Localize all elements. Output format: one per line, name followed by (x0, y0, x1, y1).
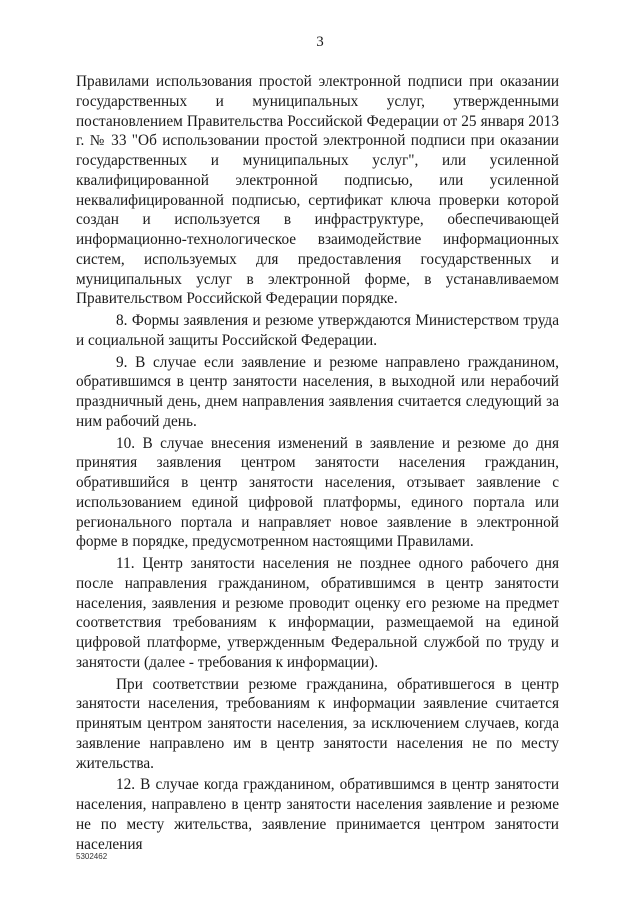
document-body (76, 72, 559, 856)
paragraph-9: 9. В случае если заявление и резюме направлено гражданином, обратившимся в центр занятости населения, в выходной или нерабочий праздничный день, днем направления заявления считается следующий за ним рабочий день. (76, 353, 559, 430)
paragraph-11: 11. Центр занятости населения не позднее одного рабочего дня после направления гражданином, обратившимся в центр занятости населения, заявления и резюме проводит оценку его резюме на предмет соответствия требованиям к информации, размещаемой на единой цифровой платформе, утвержденным Федеральной службой по труду и занятости (далее - требования к информации). (76, 555, 559, 671)
document-code: 5302462 (76, 852, 108, 861)
page-number: 3 (316, 34, 324, 50)
paragraph-8: 8. Формы заявления и резюме утверждаются Министерством труда и социальной защиты Российской Федерации. (76, 312, 559, 349)
paragraph-11-cont: При соответствии резюме гражданина, обратившегося в центр занятости населения, требованиям к информации заявление считается принятым центром занятости населения, за исключением случаев, когда заявление направлено им в центр занятости населения не по месту жительства. (76, 675, 559, 772)
paragraph-12: 12. В случае когда гражданином, обратившимся в центр занятости населения, направлено в центр занятости населения заявление и резюме не по месту жительства, заявление принимается центром занятости населения (76, 776, 559, 853)
paragraph-continuation: Правилами использования простой электронной подписи при оказании государственных и муниципальных услуг, утвержденными постановлением Правительства Российской Федерации от 25 января 2013 г. № 33 "Об использовании простой электронной подписи при оказании государственных и муниципальных услуг", или усиленной квалифицированной электронной подписью, или усиленной неквалифицированной подписью, сертификат ключа проверки которой создан и используется в инфраструктуре, обеспечивающей информационно-технологическое взаимодействие информационных систем, используемых для предоставления государственных и муниципальных услуг в электронной форме, в устанавливаемом Правительством Российской Федерации порядке. (76, 73, 559, 308)
paragraph-10: 10. В случае внесения изменений в заявление и резюме до дня принятия заявления центром занятости населения гражданин, обратившийся в центр занятости населения, отзывает заявление с использованием единой цифровой платформы, единого портала или регионального портала и направляет новое заявление в электронной форме в порядке, предусмотренном настоящими Правилами. (76, 434, 559, 551)
